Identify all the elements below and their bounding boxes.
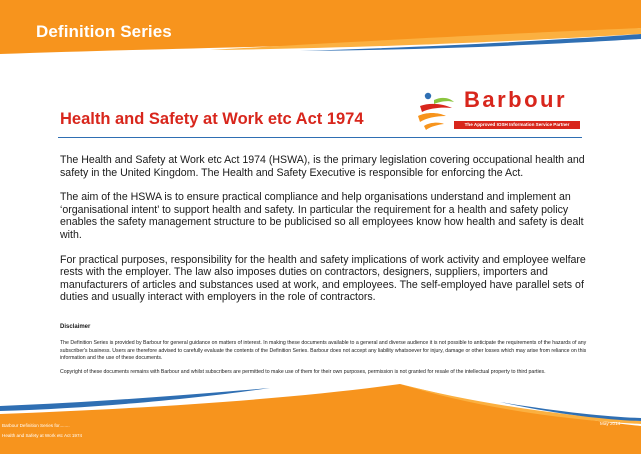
disclaimer-paragraph: The Definition Series is provided by Barbour for general guidance on matters of interest. In making these documents available to a general and diverse audience it is not possible to anticipate the requirements of the hazards of any subscriber's business. Users are therefore advised to carefully evaluate the contents of the Definition Series. Barbour does not accept any liability whatsoever for injury, damage or other losses which may arise from reliance on this information and the use of these documents. <box>60 340 587 362</box>
document-title: Health and Safety at Work etc Act 1974 <box>60 110 364 128</box>
footer-date: May 2014 <box>600 421 621 426</box>
logo-wordmark: Barbour <box>464 87 568 112</box>
footer-document-label: Health and Safety at Work etc Act 1974 <box>2 433 83 438</box>
title-divider <box>58 137 582 138</box>
document-body <box>60 154 590 316</box>
disclaimer-section <box>60 324 608 382</box>
disclaimer-paragraph: Copyright of these documents remains with Barbour and whilst subscribers are permitted to make use of them for their own purposes, permission is not granted for resale of the intellectual property to third parties. <box>60 368 546 375</box>
logo-tagline: The Approved IOSH Information Service Partner <box>454 121 580 129</box>
body-paragraph: For practical purposes, responsibility for the health and safety implications of work activity and employee welfare rests with the employer. The law also imposes duties on contractors, designers, suppliers, importers and manufacturers of articles and substances used at work, and employees. The self-employed have parallel sets of duties and usually interact with employers in the role of contractors. <box>60 253 586 304</box>
footer-series-label: Barbour Definition Series for........ <box>2 423 70 428</box>
disclaimer-title: Disclaimer <box>60 324 91 330</box>
footer-orange-shape <box>0 384 641 454</box>
series-title: Definition Series <box>36 22 172 41</box>
body-paragraph: The Health and Safety at Work etc Act 1974 (HSWA), is the primary legislation covering occupational health and safety in the United Kingdom. The Health and Safety Executive is responsible for enforcing the Act. <box>60 154 585 179</box>
footer-left <box>2 421 82 441</box>
footer-band <box>0 384 641 454</box>
barbour-logo <box>414 87 584 132</box>
body-paragraph: The aim of the HSWA is to ensure practical compliance and help organisations understand and implement an ‘organisational intent’ to support health and safety. In particular the requirement for a health and safety policy enables the safety management structure to be publicised so all employees know how health and safety is dealt with. <box>60 191 584 241</box>
